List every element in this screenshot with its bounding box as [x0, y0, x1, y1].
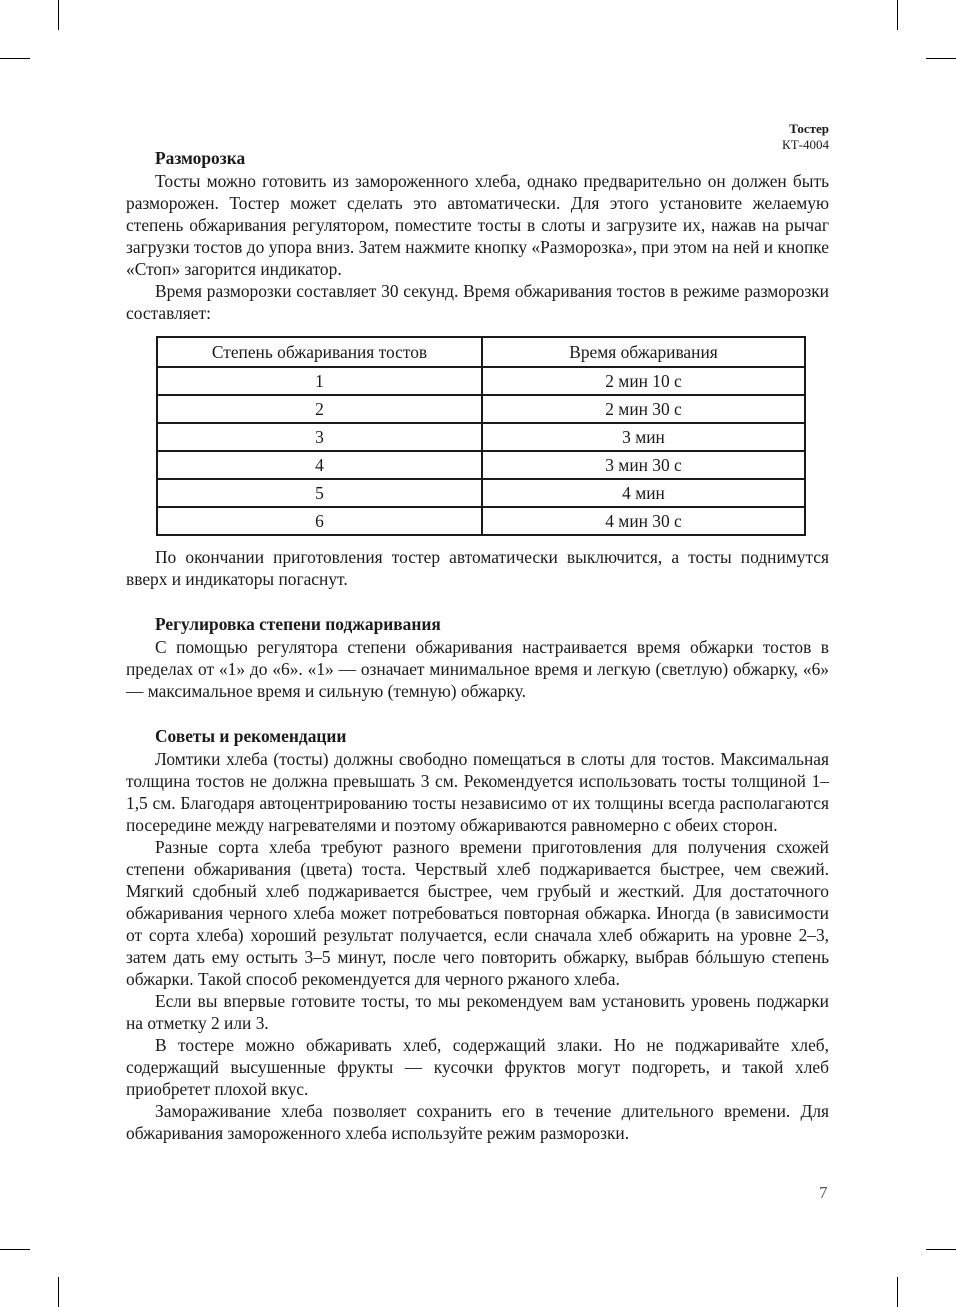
cell-level: 3 — [157, 423, 482, 451]
cell-level: 1 — [157, 367, 482, 395]
paragraph: Время разморозки составляет 30 секунд. Время обжаривания тостов в режиме разморозки составляет: — [126, 281, 829, 323]
table-row — [157, 395, 805, 423]
crop-mark — [897, 0, 898, 30]
paragraph: Разные сорта хлеба требуют разного времени приготовления для получения схожей степени обжаривания (цвета) тоста. Черствый хлеб поджаривается быстрее, чем свежий. Мягкий сдобный хлеб поджаривается быстрее, чем грубый и жесткий. Для достаточного обжаривания черного хлеба может потребоваться повторная обжарка. Иногда (в зависимости от сорта хлеба) хороший результат получается, если сначала хлеб обжарить на уровне 2–3, затем дать ему остыть 3–5 минут, после чего повторить обжарку, выбрав бóльшую степень обжарки. Такой способ рекомендуется для черного ржаного хлеба. — [126, 837, 829, 989]
crop-mark — [0, 1249, 30, 1250]
table-row — [157, 367, 805, 395]
product-model: КТ-4004 — [782, 137, 829, 152]
crop-mark — [926, 1249, 956, 1250]
crop-mark — [926, 58, 956, 59]
paragraph: Если вы впервые готовите тосты, то мы рекомендуем вам установить уровень поджарки на отметку 2 или 3. — [126, 991, 829, 1033]
paragraph: По окончании приготовления тостер автоматически выключится, а тосты поднимутся вверх и индикаторы погаснут. — [126, 547, 829, 589]
section-heading-defrost: Разморозка — [155, 148, 246, 168]
cell-time: 4 мин 30 с — [482, 507, 805, 535]
table-row — [157, 479, 805, 507]
product-title: Тостер — [789, 121, 829, 136]
roast-time-table — [156, 336, 806, 536]
column-header-level: Степень обжаривания тостов — [157, 337, 482, 367]
table-header-row — [157, 337, 805, 367]
cell-level: 2 — [157, 395, 482, 423]
paragraph: Ломтики хлеба (тосты) должны свободно помещаться в слоты для тостов. Максимальная толщина тостов не должна превышать 3 см. Рекомендуется использовать тосты толщиной 1–1,5 см. Благодаря автоцентрированию тосты независимо от их толщины всегда располагаются посередине между нагревателями и поэтому обжариваются равномерно с обеих сторон. — [126, 749, 829, 835]
crop-mark — [58, 1277, 59, 1307]
cell-level: 6 — [157, 507, 482, 535]
cell-time: 3 мин — [482, 423, 805, 451]
crop-mark — [897, 1277, 898, 1307]
page-number: 7 — [819, 1183, 828, 1202]
paragraph: С помощью регулятора степени обжаривания настраивается время обжарки тостов в пределах от «1» до «6». «1» — означает минимальное время и легкую (светлую) обжарку, «6» — максимальное время и сильную (темную) обжарку. — [126, 637, 829, 701]
table-row — [157, 451, 805, 479]
crop-mark — [58, 0, 59, 30]
cell-time: 2 мин 10 с — [482, 367, 805, 395]
paragraph: Замораживание хлеба позволяет сохранить его в течение длительного времени. Для обжаривания замороженного хлеба используйте режим разморозки. — [126, 1101, 829, 1143]
table-row — [157, 423, 805, 451]
page-content — [126, 146, 829, 1144]
cell-time: 4 мин — [482, 479, 805, 507]
table-row — [157, 507, 805, 535]
cell-time: 3 мин 30 с — [482, 451, 805, 479]
cell-time: 2 мин 30 с — [482, 395, 805, 423]
section-heading-browning-control: Регулировка степени поджаривания — [155, 614, 441, 634]
cell-level: 5 — [157, 479, 482, 507]
column-header-time: Время обжаривания — [482, 337, 805, 367]
paragraph: В тостере можно обжаривать хлеб, содержащий злаки. Но не поджаривайте хлеб, содержащий высушенные фрукты — кусочки фруктов могут подгореть, и такой хлеб приобретет плохой вкус. — [126, 1035, 829, 1099]
crop-mark — [0, 58, 30, 59]
cell-level: 4 — [157, 451, 482, 479]
section-heading-tips: Советы и рекомендации — [155, 726, 347, 746]
paragraph: Тосты можно готовить из замороженного хлеба, однако предварительно он должен быть разморожен. Тостер может сделать это автоматически. Для этого установите желаемую степень обжаривания регулятором, поместите тосты в слоты и загрузите их, нажав на рычаг загрузки тостов до упора вниз. Затем нажмите кнопку «Разморозка», при этом на ней и кнопке «Стоп» загорится индикатор. — [126, 171, 829, 279]
